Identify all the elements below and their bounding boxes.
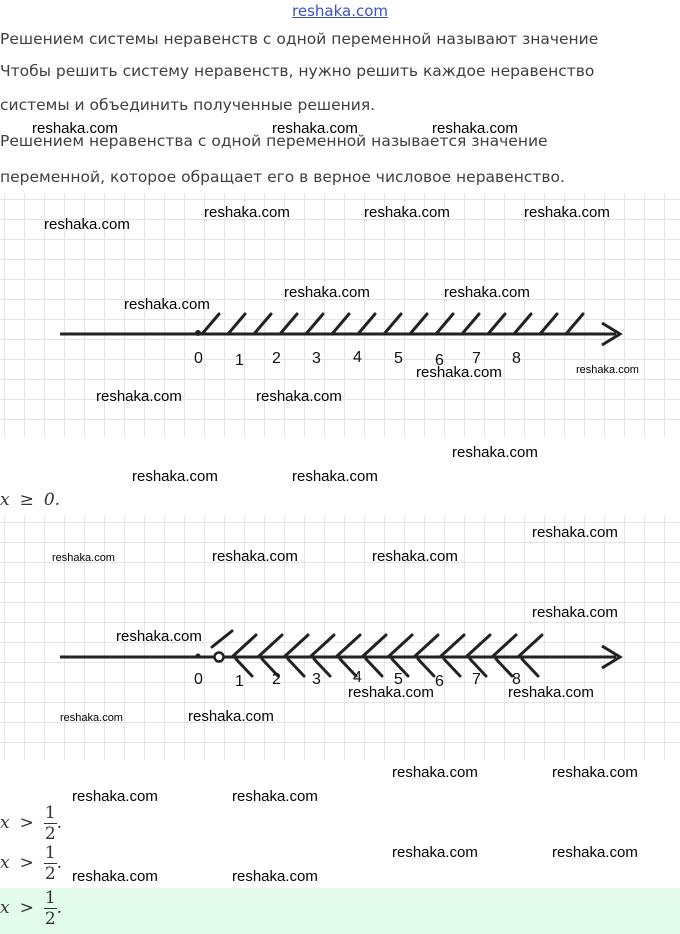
watermark: reshaka.com [452, 444, 538, 461]
watermark: reshaka.com [96, 388, 182, 405]
watermark: reshaka.com [292, 468, 378, 485]
watermark: reshaka.com [392, 764, 478, 781]
watermark: reshaka.com [188, 708, 274, 725]
tick-label-7: 7 [472, 350, 481, 367]
site-link[interactable]: reshaka.com [292, 2, 388, 20]
watermark: reshaka.com [576, 364, 639, 376]
instruction-line-1: Чтобы решить систему неравенств, нужно решить каждое неравенство [0, 62, 595, 80]
watermark: reshaka.com [392, 844, 478, 861]
watermark: reshaka.com [72, 788, 158, 805]
definition-system-solution: Решением системы неравенств с одной переменной называют значение [0, 30, 599, 48]
tick-label-8: 8 [512, 671, 521, 688]
watermark: reshaka.com [124, 296, 210, 313]
tick-label-7: 7 [472, 671, 481, 688]
watermark: reshaka.com [132, 468, 218, 485]
tick-label-5: 5 [394, 671, 403, 688]
watermark: reshaka.com [232, 788, 318, 805]
tick-label-1: 1 [235, 352, 244, 369]
tick-label-8: 8 [512, 350, 521, 367]
watermark: reshaka.com [232, 868, 318, 885]
hatching-2 [212, 631, 542, 676]
tick-label-1: 1 [235, 673, 244, 690]
tick-label-4: 4 [353, 669, 362, 686]
watermark: reshaka.com [272, 120, 358, 137]
instruction-line-2: системы и объединить полученные решения. [0, 96, 376, 114]
tick-label-6: 6 [435, 673, 444, 690]
point-half-open [215, 653, 224, 662]
watermark: reshaka.com [552, 764, 638, 781]
point-zero-dot [196, 654, 201, 659]
definition-inequality-line-1: Решением неравенства с одной переменной называется значение [0, 132, 548, 150]
tick-label-3: 3 [312, 350, 321, 367]
tick-label-0: 0 [194, 671, 203, 688]
answer-inequality-3: x > $\frac{1}{2}$ . [0, 843, 63, 884]
answer-inequality-1: x ≥ 0. [0, 490, 61, 510]
watermark: reshaka.com [116, 628, 202, 645]
watermark: reshaka.com [416, 364, 502, 381]
watermark: reshaka.com [204, 204, 290, 221]
watermark: reshaka.com [212, 548, 298, 565]
hatching-1 [202, 314, 583, 334]
tick-label-2: 2 [272, 350, 281, 367]
watermark: reshaka.com [44, 216, 130, 233]
watermark: reshaka.com [444, 284, 530, 301]
tick-label-2: 2 [272, 671, 281, 688]
watermark: reshaka.com [552, 844, 638, 861]
watermark: reshaka.com [348, 684, 434, 701]
watermark: reshaka.com [532, 524, 618, 541]
watermark: reshaka.com [532, 604, 618, 621]
watermark: reshaka.com [256, 388, 342, 405]
watermark: reshaka.com [72, 868, 158, 885]
watermark: reshaka.com [432, 120, 518, 137]
watermark: reshaka.com [60, 712, 123, 724]
watermark: reshaka.com [32, 120, 118, 137]
tick-label-5: 5 [394, 350, 403, 367]
definition-inequality-line-2: переменной, которое обращает его в верное числовое неравенство. [0, 168, 565, 186]
answer-inequality-2: x > $\frac{1}{2}$ . [0, 803, 63, 844]
tick-label-6: 6 [435, 352, 444, 369]
point-zero-filled [195, 330, 201, 336]
tick-label-3: 3 [312, 671, 321, 688]
watermark: reshaka.com [524, 204, 610, 221]
watermark: reshaka.com [364, 204, 450, 221]
watermark: reshaka.com [284, 284, 370, 301]
watermark: reshaka.com [508, 684, 594, 701]
watermark: reshaka.com [52, 552, 115, 564]
tick-label-4: 4 [353, 349, 362, 366]
tick-label-0: 0 [194, 350, 203, 367]
answer-highlight [0, 888, 680, 934]
answer-inequality-4: x > $\frac{1}{2}$ . [0, 888, 63, 929]
watermark: reshaka.com [372, 548, 458, 565]
